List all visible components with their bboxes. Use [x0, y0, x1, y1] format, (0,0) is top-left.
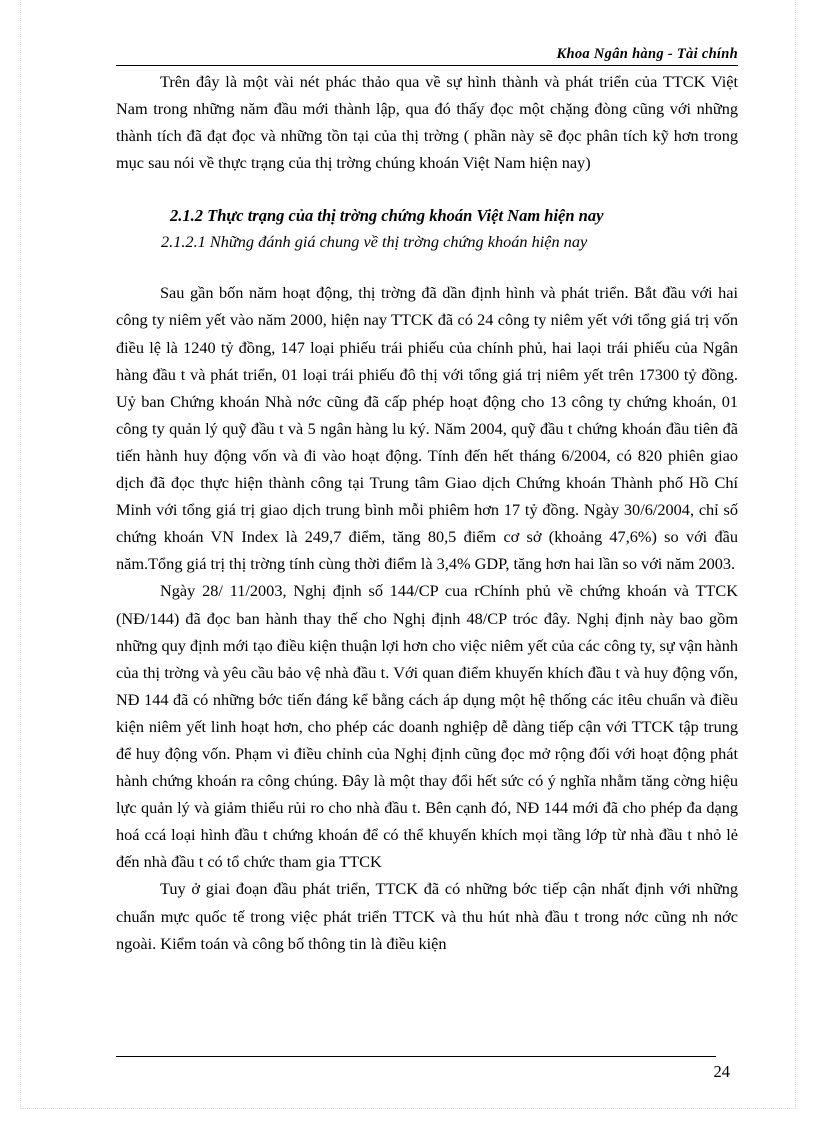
- spacer: [116, 254, 738, 279]
- running-header: Khoa Ngân hàng - Tài chính: [556, 46, 738, 62]
- paragraph-intro: Trên đây là một vài nét phác thảo qua về sự hình thành và phát triển của TTCK Việt Nam trong những năm đầu mới thành lập, qua đó thấy đọc một chặng đòng cũng với những thành tích đã đạt đọc và những tồn tại của thị trờng ( phần này sẽ đọc phân tích kỹ hơn trong mục sau nói về thực trạng của thị trờng chúng khoán Việt Nam hiện nay): [116, 72, 738, 173]
- spacer: [116, 176, 738, 202]
- paragraph-decree: Ngày 28/ 11/2003, Nghị định số 144/CP cua rChính phủ về chứng khoán và TTCK (NĐ/144) đã đọc ban hành thay thế cho Nghị định 48/CP tróc đây. Nghị định này bao gồm những quy định mới tạo điều kiện thuận lợi hơn cho việc niêm yết của các công ty, sự vận hành của thị trờng và yêu cầu bảo vệ nhà đầu t. Với quan điểm khuyến khích đầu t và huy động vốn, NĐ 144 đã có những bớc tiến đáng kể bằng cách áp dụng một hệ thống các itêu chuẩn và điều kiện niêm yết linh hoạt hơn, cho phép các doanh nghiệp dễ dàng tiếp cận với TTCK tập trung để huy động vốn. Phạm vi điều chỉnh của Nghị định cũng đọc mở rộng đối với hoạt động phát hành chứng khoán ra công chúng. Đây là một thay đổi hết sức có ý nghĩa nhằm tăng cờng hiệu lực quản lý và giảm thiểu rủi ro cho nhà đầu t. Bên cạnh đó, NĐ 144 mới đã cho phép đa dạng hoá ccá loại hình đầu t chứng khoán để có thể khuyến khích mọi tầng lớp từ nhà đầu t nhỏ lẻ đến nhà đầu t có tổ chức tham gia TTCK: [116, 581, 738, 872]
- section-subheading: 2.1.2.1 Những đánh giá chung về thị trờng chứng khoán hiện nay: [161, 232, 588, 252]
- page-number: 24: [713, 1062, 730, 1081]
- paragraph-overview: Sau gần bốn năm hoạt động, thị trờng đã dần định hình và phát triển. Bắt đầu với hai công ty niêm yết vào năm 2000, hiện nay TTCK đã có 24 công ty niêm yết với tổng giá trị vốn điều lệ là 1240 tỷ đồng, 147 loại phiếu trái phiếu của chính phủ, hai laọi trái phiếu của Ngân hàng đầu t và phát triển, 01 loại trái phiếu đô thị với tổng giá trị niêm yết trên 17300 tỷ đồng. Uỷ ban Chứng khoán Nhà nớc cũng đã cấp phép hoạt động cho 13 công ty chứng khoán, 01 công ty quản lý quỹ đầu t và 5 ngân hàng lu ký. Năm 2004, quỹ đầu t chứng khoán đầu tiên đã tiến hành huy động vốn và đi vào hoạt động. Tính đến hết tháng 6/2004, có 820 phiên giao dịch đã đọc thực hiện thành công tại Trung tâm Giao dịch Chứng khoán Thành phố Hồ Chí Minh với tổng giá trị giao dịch trung bình mỗi phiêm hơn 17 tỷ đồng. Ngày 30/6/2004, chỉ số chứng khoán VN Index là 249,7 điểm, tăng 80,5 điểm cơ sở (khoảng 47,6%) so với đầu năm.Tổng giá trị thị trờng tính cùng thời điểm là 3,4% GDP, tăng hơn hai lần so với năm 2003.: [116, 283, 738, 574]
- section-heading: 2.1.2 Thực trạng của thị trờng chứng khoán Việt Nam hiện nay: [170, 206, 604, 226]
- page-content: [116, 68, 738, 957]
- paragraph-standards: Tuy ở giai đoạn đầu phát triển, TTCK đã có những bớc tiếp cận nhất định với những chuẩn mực quốc tế trong việc phát triển TTCK và thu hút nhà đầu t trong nớc cũng nh nớc ngoài. Kiểm toán và công bố thông tin là điều kiện: [116, 879, 738, 953]
- header-rule: [116, 65, 738, 66]
- footer-rule: [116, 1056, 716, 1057]
